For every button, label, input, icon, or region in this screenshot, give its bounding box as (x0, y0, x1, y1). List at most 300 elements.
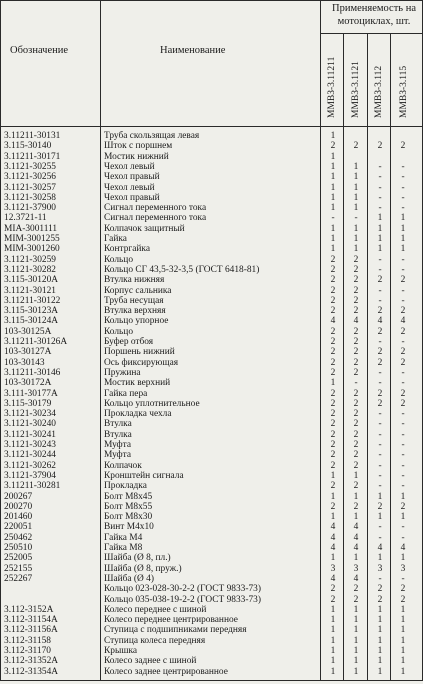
quantity-model-3: 1 (377, 553, 383, 564)
quantity-model-3: - (378, 295, 382, 306)
quantity-model-3: 2 (377, 501, 383, 512)
quantity-model-1: 2 (330, 419, 336, 430)
part-name: Колпачок защитный (104, 223, 185, 234)
quantity-model-1: 2 (330, 347, 336, 358)
part-name: Чехол правый (104, 192, 160, 203)
part-name: Муфта (104, 440, 132, 450)
quantity-model-3: - (378, 450, 382, 461)
table-row (0, 553, 423, 564)
quantity-model-2: - (354, 378, 358, 389)
quantity-model-2: 2 (353, 367, 359, 378)
quantity-model-4: - (401, 429, 405, 440)
quantity-model-1: 2 (330, 285, 336, 296)
quantity-model-4: - (401, 409, 405, 420)
part-code: 103-30143 (4, 357, 45, 368)
quantity-model-4: - (401, 203, 405, 214)
part-code: 3.1121-37904 (4, 470, 56, 481)
quantity-model-4: - (401, 419, 405, 430)
part-name: Болт М8х45 (104, 491, 153, 502)
quantity-model-1: 1 (330, 646, 336, 656)
part-code: 103-30127А (4, 347, 52, 358)
quantity-model-2: 1 (353, 172, 359, 183)
quantity-model-3: - (378, 419, 382, 430)
quantity-model-4: 1 (400, 615, 406, 626)
quantity-model-1: 1 (330, 151, 336, 162)
quantity-model-2: 1 (353, 234, 359, 244)
quantity-model-4: - (401, 450, 405, 461)
part-name: Кольцо упорное (104, 316, 169, 327)
table-bottom-border (0, 680, 423, 681)
quantity-model-4: - (401, 285, 405, 296)
quantity-model-4: 1 (400, 666, 406, 677)
table-top-border (0, 0, 423, 1)
quantity-model-2: 2 (353, 584, 359, 595)
quantity-model-4: - (401, 264, 405, 275)
part-code: 3.112-3152А (4, 604, 54, 615)
quantity-model-1: 2 (330, 275, 336, 286)
quantity-model-3: - (378, 192, 382, 203)
table-row (0, 481, 423, 492)
part-code: 252155 (4, 563, 33, 574)
part-name: Корпус сальника (104, 285, 172, 296)
quantity-model-4: 2 (400, 141, 406, 152)
quantity-model-3: 1 (377, 656, 383, 667)
quantity-model-2: 2 (353, 347, 359, 358)
quantity-model-4: - (401, 295, 405, 306)
table-row (0, 522, 423, 533)
part-name: Прокладка (104, 481, 147, 492)
quantity-model-1: 1 (330, 666, 336, 677)
part-name: Шайба (Ø 8, пруж.) (104, 563, 182, 574)
quantity-model-2: 3 (353, 563, 359, 574)
quantity-model-3: 2 (377, 357, 383, 368)
part-name: Кольцо 035-038-19-2-2 (ГОСТ 9833-73) (104, 594, 261, 605)
quantity-model-1: 2 (330, 326, 336, 337)
quantity-model-1: 1 (330, 203, 336, 214)
table-row (0, 430, 423, 441)
quantity-model-2: 2 (353, 264, 359, 275)
table-row (0, 574, 423, 585)
table-row (0, 584, 423, 595)
quantity-model-4: 1 (400, 656, 406, 667)
quantity-model-1: 2 (330, 460, 336, 471)
quantity-model-1: 4 (330, 522, 336, 533)
part-name: Винт М4х10 (104, 522, 154, 533)
quantity-model-3: 4 (377, 316, 383, 327)
part-name: Кольцо СГ 43,5-32-3,5 (ГОСТ 6418-81) (104, 264, 260, 275)
quantity-model-4: 3 (400, 563, 406, 574)
table-row (0, 646, 423, 657)
applicability-divider (320, 33, 423, 34)
part-name: Кольцо 023-028-30-2-2 (ГОСТ 9833-73) (104, 584, 261, 595)
quantity-model-2: 4 (353, 573, 359, 584)
table-row (0, 461, 423, 472)
quantity-model-1: 2 (330, 429, 336, 440)
quantity-model-1: 1 (330, 656, 336, 667)
table-row (0, 306, 423, 317)
quantity-model-1: 2 (330, 306, 336, 317)
quantity-model-3: 1 (377, 213, 383, 224)
table-row (0, 389, 423, 400)
quantity-model-4: 1 (400, 625, 406, 636)
part-name: Колесо заднее центрированное (104, 666, 228, 677)
part-name: Кольцо (104, 326, 134, 337)
part-name: Буфер отбоя (104, 337, 154, 347)
quantity-model-4: 1 (400, 635, 406, 646)
quantity-model-2: 2 (353, 285, 359, 296)
quantity-model-3: - (378, 254, 382, 265)
part-code: 3.1121-30259 (4, 254, 56, 265)
part-name: Контргайка (104, 244, 150, 255)
table-row (0, 358, 423, 369)
part-code: 3.11211-30122 (4, 295, 61, 306)
table-row (0, 512, 423, 523)
quantity-model-3: - (378, 337, 382, 347)
quantity-model-2: 1 (353, 635, 359, 646)
quantity-model-3: - (378, 203, 382, 214)
quantity-model-2: 2 (353, 326, 359, 337)
quantity-model-1: 1 (330, 182, 336, 193)
quantity-model-3: 4 (377, 543, 383, 553)
quantity-model-2: 2 (353, 594, 359, 605)
part-code: 3.1121-30244 (4, 450, 56, 461)
table-row (0, 625, 423, 636)
quantity-model-1: 3 (330, 563, 336, 574)
quantity-model-2: 2 (353, 419, 359, 430)
quantity-model-4: 2 (400, 326, 406, 337)
model-header-2: ММВЗ-3.1121 (351, 61, 361, 118)
part-name: Сигнал переменного тока (104, 203, 207, 214)
part-name: Болт М8х30 (104, 512, 153, 523)
quantity-model-4: 4 (400, 543, 406, 553)
quantity-model-4: 2 (400, 594, 406, 605)
quantity-model-2: 1 (353, 604, 359, 615)
quantity-model-2: 1 (353, 223, 359, 234)
part-name: Гайка пера (104, 388, 148, 399)
quantity-model-4: 1 (400, 223, 406, 234)
part-code: 3.11211-30171 (4, 151, 61, 162)
quantity-model-1: 2 (330, 337, 336, 347)
quantity-model-3: 2 (377, 326, 383, 337)
part-name: Чехол левый (104, 161, 155, 172)
quantity-model-1: 1 (330, 604, 336, 615)
part-code: 103-30172А (4, 378, 52, 389)
part-name: Мостик верхний (104, 378, 171, 389)
part-code: 3.1121-37900 (4, 203, 56, 214)
part-code: 250510 (4, 543, 33, 553)
part-code: 3.1121-30255 (4, 161, 56, 172)
quantity-model-4: - (401, 470, 405, 481)
column-header-applicability: Применяемость на мотоциклах, шт. (332, 3, 416, 27)
quantity-model-2: 1 (353, 161, 359, 172)
quantity-model-3: 2 (377, 398, 383, 409)
quantity-model-1: 2 (330, 450, 336, 461)
table-row (0, 203, 423, 214)
quantity-model-3: - (378, 409, 382, 420)
part-code: 3.112-31158 (4, 635, 51, 646)
table-row (0, 368, 423, 379)
part-name: Поршень нижний (104, 347, 175, 358)
quantity-model-3: - (378, 522, 382, 533)
table-row (0, 492, 423, 503)
part-code: 3.115-30140 (4, 141, 52, 152)
quantity-model-4: 2 (400, 357, 406, 368)
table-row (0, 543, 423, 554)
quantity-model-4: 1 (400, 646, 406, 656)
quantity-model-2: 2 (353, 275, 359, 286)
quantity-model-1: 2 (330, 594, 336, 605)
quantity-model-2: 2 (353, 388, 359, 399)
quantity-model-4: - (401, 532, 405, 543)
quantity-model-2: 1 (353, 646, 359, 656)
part-code: 220051 (4, 522, 33, 533)
part-code: MIM-3001255 (4, 234, 60, 244)
table-row (0, 440, 423, 451)
part-code: 3.1121-30282 (4, 264, 56, 275)
quantity-model-2: 2 (353, 440, 359, 450)
quantity-model-2: 1 (353, 666, 359, 677)
part-name: Втулка нижняя (104, 275, 165, 286)
quantity-model-2: 4 (353, 532, 359, 543)
part-code: 3.11211-30146 (4, 367, 61, 378)
table-row (0, 667, 423, 678)
quantity-model-2: 2 (353, 501, 359, 512)
part-name: Шайба (Ø 4) (104, 573, 154, 584)
part-code: 3.112-31154А (4, 615, 58, 626)
quantity-model-2: 2 (353, 460, 359, 471)
quantity-model-1: 2 (330, 357, 336, 368)
quantity-model-4: 1 (400, 244, 406, 255)
quantity-model-4: 4 (400, 316, 406, 327)
quantity-model-1: 2 (330, 584, 336, 595)
table-row (0, 409, 423, 420)
part-code: 3.115-30124А (4, 316, 59, 327)
table-row (0, 533, 423, 544)
quantity-model-3: 3 (377, 563, 383, 574)
column-header-designation: Обозначение (10, 45, 69, 56)
table-row (0, 327, 423, 338)
quantity-model-1: 1 (330, 172, 336, 183)
quantity-model-3: 1 (377, 512, 383, 523)
table-row (0, 234, 423, 245)
part-code: 3.112-31170 (4, 646, 51, 656)
table-row (0, 337, 423, 348)
quantity-model-4: 1 (400, 491, 406, 502)
part-code: 3.1121-30262 (4, 460, 56, 471)
quantity-model-1: 4 (330, 543, 336, 553)
part-code: 3.1121-30256 (4, 172, 56, 183)
part-name: Гайка М4 (104, 532, 143, 543)
quantity-model-4: - (401, 192, 405, 203)
quantity-model-3: 1 (377, 604, 383, 615)
quantity-model-4: 1 (400, 213, 406, 224)
part-code: 252005 (4, 553, 33, 564)
quantity-model-4: - (401, 481, 405, 492)
quantity-model-3: - (378, 470, 382, 481)
quantity-model-1: 1 (330, 553, 336, 564)
part-name: Ступица с подшипниками передняя (104, 625, 247, 636)
part-name: Кольцо уплотнительное (104, 398, 200, 409)
quantity-model-4: - (401, 440, 405, 450)
quantity-model-3: 2 (377, 306, 383, 317)
quantity-model-1: 1 (330, 192, 336, 203)
quantity-model-4: 2 (400, 306, 406, 317)
table-row (0, 378, 423, 389)
table-row (0, 255, 423, 266)
quantity-model-3: 2 (377, 347, 383, 358)
quantity-model-3: 1 (377, 491, 383, 502)
header-bottom-border (0, 126, 423, 127)
quantity-model-2: 2 (353, 141, 359, 152)
quantity-model-3: - (378, 182, 382, 193)
quantity-model-1: 1 (330, 625, 336, 636)
table-row (0, 193, 423, 204)
quantity-model-2: 2 (353, 429, 359, 440)
quantity-model-2: 1 (353, 625, 359, 636)
quantity-model-3: 1 (377, 615, 383, 626)
part-code: 3.1121-30243 (4, 440, 56, 450)
quantity-model-4: - (401, 460, 405, 471)
quantity-model-3: - (378, 264, 382, 275)
part-name: Крышка (104, 646, 138, 656)
quantity-model-1: 1 (330, 491, 336, 502)
quantity-model-4: - (401, 254, 405, 265)
quantity-model-1: 4 (330, 573, 336, 584)
quantity-model-2: 2 (353, 254, 359, 265)
table-row (0, 296, 423, 307)
part-code: 3.111-30177А (4, 388, 58, 399)
table-row (0, 399, 423, 410)
part-name: Болт М8х55 (104, 501, 153, 512)
quantity-model-3: - (378, 429, 382, 440)
quantity-model-3: - (378, 172, 382, 183)
table-row (0, 316, 423, 327)
table-row (0, 347, 423, 358)
quantity-model-1: 2 (330, 481, 336, 492)
quantity-model-2: 1 (353, 491, 359, 502)
part-name: Труба скользящая левая (104, 131, 200, 141)
quantity-model-3: 1 (377, 625, 383, 636)
table-row (0, 471, 423, 482)
part-name: Колесо переднее с шиной (104, 604, 207, 615)
quantity-model-4: - (401, 172, 405, 183)
quantity-model-3: - (378, 532, 382, 543)
part-code: 12.3721-11 (4, 213, 47, 224)
quantity-model-4: 2 (400, 347, 406, 358)
table-row (0, 224, 423, 235)
quantity-model-3: 1 (377, 635, 383, 646)
table-row (0, 244, 423, 255)
quantity-model-2: 1 (353, 470, 359, 481)
part-code: 3.11211-30131 (4, 131, 61, 141)
part-code: 201460 (4, 512, 33, 523)
table-row (0, 152, 423, 163)
quantity-model-3: 1 (377, 666, 383, 677)
part-name: Мостик нижний (104, 151, 169, 162)
quantity-model-3: - (378, 460, 382, 471)
quantity-model-1: 2 (330, 141, 336, 152)
part-name: Труба несущая (104, 295, 164, 306)
part-code: 3.115-30120А (4, 275, 59, 286)
quantity-model-2: 1 (353, 203, 359, 214)
part-name: Ось фиксирующая (104, 357, 179, 368)
part-code: 103-30125А (4, 326, 52, 337)
quantity-model-1: 1 (330, 615, 336, 626)
part-name: Чехол левый (104, 182, 155, 193)
table-row (0, 595, 423, 606)
table-row (0, 183, 423, 194)
quantity-model-2: 2 (353, 450, 359, 461)
part-code: 3.1121-30241 (4, 429, 56, 440)
quantity-model-1: 2 (330, 501, 336, 512)
part-name: Пружина (104, 367, 141, 378)
quantity-model-2: 1 (353, 182, 359, 193)
quantity-model-3: 2 (377, 275, 383, 286)
part-name: Втулка (104, 419, 132, 430)
part-name: Втулка (104, 429, 132, 440)
quantity-model-1: 1 (330, 234, 336, 244)
quantity-model-4: 1 (400, 234, 406, 244)
table-row (0, 419, 423, 430)
quantity-model-1: 1 (330, 131, 336, 141)
quantity-model-1: 1 (330, 635, 336, 646)
table-row (0, 162, 423, 173)
model-header-4: ММВЗ-3.115 (399, 65, 409, 118)
part-code: 3.1121-30234 (4, 409, 56, 420)
quantity-model-3: - (378, 481, 382, 492)
quantity-model-2: 2 (353, 295, 359, 306)
table-row (0, 213, 423, 224)
quantity-model-1: 2 (330, 388, 336, 399)
quantity-model-1: 2 (330, 367, 336, 378)
quantity-model-2: 2 (353, 357, 359, 368)
part-code: 3.112-31156А (4, 625, 58, 636)
quantity-model-4: - (401, 337, 405, 347)
quantity-model-3: - (378, 573, 382, 584)
quantity-model-2: 2 (353, 398, 359, 409)
quantity-model-2: 2 (353, 337, 359, 347)
quantity-model-4: - (401, 367, 405, 378)
table-row (0, 275, 423, 286)
quantity-model-1: 1 (330, 161, 336, 172)
table-row (0, 615, 423, 626)
part-code: 200270 (4, 501, 33, 512)
part-code: 3.115-30179 (4, 398, 52, 409)
table-row (0, 265, 423, 276)
part-name: Колесо заднее с шиной (104, 656, 197, 667)
part-name: Втулка верхняя (104, 306, 166, 317)
part-code: 3.1121-30240 (4, 419, 56, 430)
quantity-model-1: 2 (330, 254, 336, 265)
quantity-model-4: 2 (400, 398, 406, 409)
quantity-model-2: 4 (353, 543, 359, 553)
quantity-model-1: 1 (330, 223, 336, 234)
quantity-model-3: 1 (377, 244, 383, 255)
model-header-3: ММВЗ-3.112 (374, 65, 384, 118)
quantity-model-3: - (378, 367, 382, 378)
quantity-model-4: 2 (400, 275, 406, 286)
quantity-model-1: 1 (330, 378, 336, 389)
part-code: 3.1121-30257 (4, 182, 56, 193)
quantity-model-1: 2 (330, 440, 336, 450)
part-code: 3.112-31354А (4, 666, 59, 677)
quantity-model-2: 1 (353, 512, 359, 523)
part-code: 3.11211-30281 (4, 481, 61, 492)
quantity-model-2: 2 (353, 306, 359, 317)
quantity-model-4: 2 (400, 584, 406, 595)
quantity-model-4: - (401, 182, 405, 193)
part-code: MIA-3001111 (4, 223, 58, 234)
